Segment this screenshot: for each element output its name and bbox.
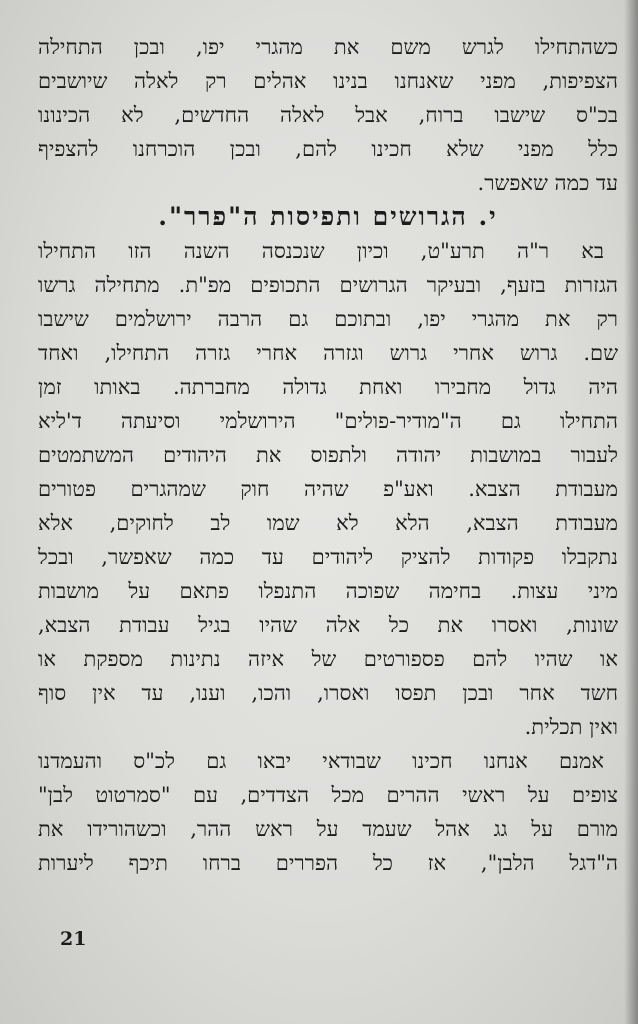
text-line: ואין תכלית. bbox=[524, 715, 618, 739]
text-line: חשד אחר ובכן תפסו ואסרו, והכו, וענו, עד אין סוף bbox=[38, 681, 618, 705]
text-line: שונות, ואסרו את כל אלה שהיו בגיל עבודת הצבא, bbox=[38, 613, 618, 637]
text-line: שם. גרוש אחרי גרוש וגזרה אחרי גזרה התחילו, ואחד bbox=[38, 341, 618, 365]
text-line: בא ר"ה תרע"ט, וכיון שנכנסה השנה הזו התחילו bbox=[38, 239, 604, 263]
page-text bbox=[38, 30, 618, 880]
text-line: הצפיפות, מפני שאנחנו בנינו אהלים רק לאלה שיושבים bbox=[38, 69, 618, 93]
text-line: או שהיו להם פספורטים של איזה נתינות מספקת או bbox=[38, 647, 618, 671]
text-line: מעבודת הצבא, הלא לא שמו לב לחוקים, אלא bbox=[38, 511, 618, 535]
text-line: היה גדול מחבירו ואחת גדולה מחברתה. באותו זמן bbox=[38, 375, 618, 399]
page-edge-shadow bbox=[624, 0, 638, 1024]
text-line: צופים על ראשי ההרים מכל הצדדים, עם "סמרטוט לבן" bbox=[38, 783, 618, 807]
section-heading: י. הגרושים ותפיסות ה"פרר". bbox=[158, 202, 498, 231]
text-line: לעבור במושבות יהודה ולתפוס את היהודים המשתמטים bbox=[38, 443, 618, 467]
text-line: מעבודת הצבא. ואע"פ שהיה חוק שמהגרים פטורים bbox=[38, 477, 618, 501]
text-line: התחילו גם ה"מודיר-פולים" הירושלמי וסיעתה ד'ליא bbox=[38, 409, 618, 433]
paragraph-3 bbox=[38, 744, 618, 880]
text-line: בכ"ס שישבו ברוח, אבל לאלה החדשים, לא הכינונו bbox=[38, 103, 618, 127]
text-line: כשהתחילו לגרש משם את מהגרי יפו, ובכן התחילה bbox=[38, 35, 618, 59]
text-line: רק את מהגרי יפו, ובתוכם גם הרבה ירושלמים שישבו bbox=[38, 307, 618, 331]
text-line: כלל מפני שלא חכינו להם, ובכן הוכרחנו להצפיף bbox=[38, 137, 618, 161]
text-line: ה"דגל הלבן", אז כל הפררים ברחו תיכף ליערות bbox=[38, 851, 618, 875]
text-line: נתקבלו פקודות להציק ליהודים עד כמה שאפשר, ובכל bbox=[38, 545, 618, 569]
text-line: מיני עצות. בחימה שפוכה התנפלו פתאם על מושבות bbox=[38, 579, 618, 603]
text-line: הגזרות בזעף, ובעיקר הגרושים התכופים מפ"ת. מתחילה גרשו bbox=[38, 273, 618, 297]
text-line: אמנם אנחנו חכינו שבודאי יבאו גם לכ"ס והעמדנו bbox=[38, 749, 604, 773]
text-line: מורם על גג אהל שעמד על ראש ההר, וכשהורידו את bbox=[38, 817, 618, 841]
page-number: 21 bbox=[60, 928, 87, 950]
paragraph-1 bbox=[38, 30, 618, 200]
text-line: עד כמה שאפשר. bbox=[477, 171, 618, 195]
paragraph-2 bbox=[38, 234, 618, 744]
